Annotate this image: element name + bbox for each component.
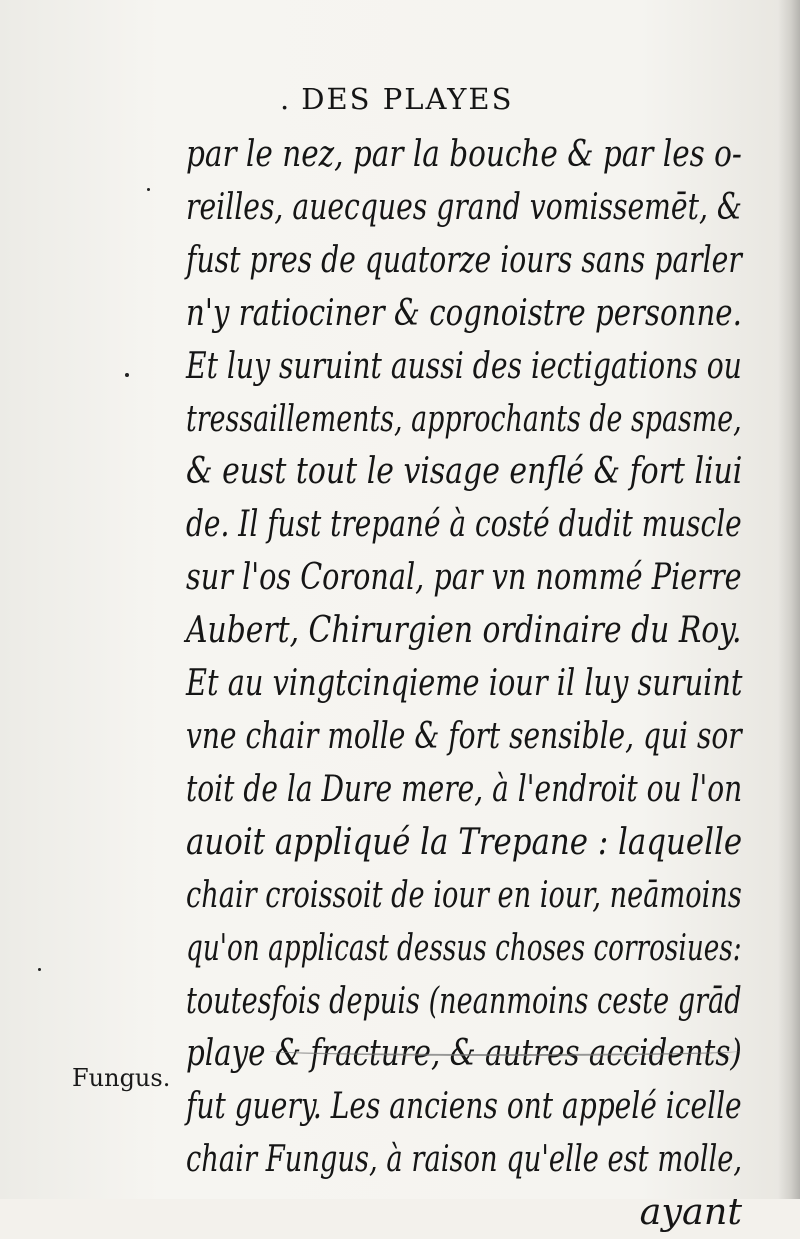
ink-speck — [147, 188, 150, 191]
text-line: tressaillements, approchants de spasme, — [186, 396, 742, 440]
margin-note: Fungus. — [72, 1064, 171, 1092]
text-line: fut guery. Les anciens ont appelé icelle — [186, 1084, 742, 1128]
text-line: fust pres de quatorze iours sans parler — [186, 237, 742, 281]
catchword: ayant — [639, 1190, 742, 1234]
text-line: par le nez, par la bouche & par les o- — [186, 132, 742, 175]
body-text — [186, 128, 742, 1239]
text-line: chair Fungus, à raison qu'elle est molle, — [186, 1137, 743, 1181]
text-line: auoit appliqué la Trepane : laquelle — [186, 819, 743, 863]
ink-speck — [125, 373, 129, 377]
text-line: vne chair molle & fort sensible, qui sor — [186, 713, 742, 757]
text-line: chair croissoit de iour en iour, neāmoins — [186, 872, 742, 916]
text-line: toutesfois depuis (neanmoins ceste grād — [186, 978, 742, 1022]
text-line: Et au vingtcinqieme iour il luy suruint — [186, 661, 743, 705]
running-title: DES PLAYES — [301, 82, 514, 116]
running-header — [280, 82, 513, 116]
text-line: de. Il fust trepané à costé dudit muscle — [186, 502, 742, 546]
text-line: playe & fracture, & autres accidents) — [186, 1031, 742, 1075]
pencil-underline — [270, 1046, 740, 1056]
text-line: reilles, auecques grand vomissemēt, & — [186, 184, 743, 228]
text-line: & eust tout le visage enflé & fort liui — [186, 449, 743, 493]
text-line: Et luy suruint aussi des iectigations ou — [186, 343, 742, 387]
text-line: Aubert, Chirurgien ordinaire du Roy. — [186, 608, 742, 652]
text-line: qu'on applicast dessus choses corrosiues: — [186, 925, 742, 969]
bleed-through — [20, 580, 28, 608]
text-line: sur l'os Coronal, par vn nommé Pierre — [186, 555, 742, 599]
page-edge-shadow — [778, 0, 800, 1199]
header-dot: . — [280, 82, 292, 116]
ink-speck — [38, 968, 41, 971]
text-line: toit de la Dure mere, à l'endroit ou l'on — [186, 766, 743, 810]
text-line: n'y ratiociner & cognoistre personne. — [186, 290, 742, 334]
